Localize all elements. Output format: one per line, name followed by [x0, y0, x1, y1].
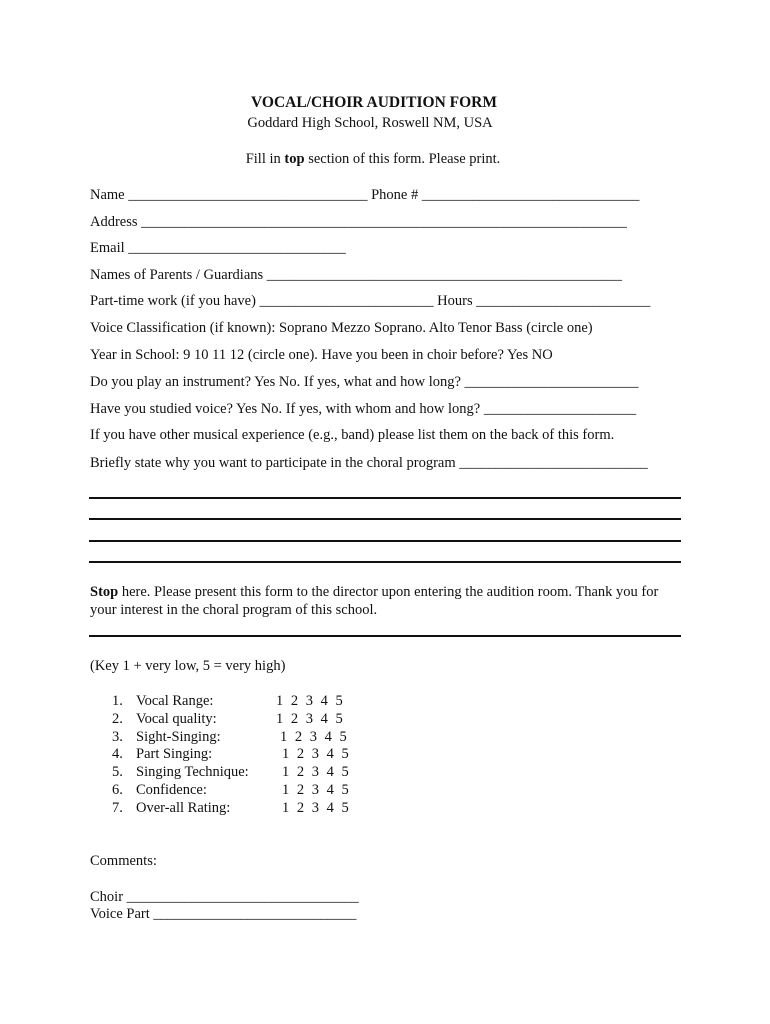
rating-scale[interactable]: 1 2 3 4 5	[276, 710, 343, 727]
instructions-suffix: section of this form. Please print.	[304, 151, 501, 167]
instrument-field[interactable]: Do you play an instrument? Yes No. If yes, what and how long? ________________________	[90, 374, 639, 390]
rating-item	[112, 693, 349, 711]
rating-label: Sight-Singing:	[136, 728, 221, 745]
rating-item	[112, 711, 349, 729]
studied-voice-field[interactable]: Have you studied voice? Yes No. If yes, with whom and how long? _____________________	[90, 401, 637, 417]
rating-item	[112, 764, 349, 782]
musical-experience-text: If you have other musical experience (e.g., band) please list them on the back of this form.	[90, 427, 615, 443]
rating-scale[interactable]: 1 2 3 4 5	[280, 728, 347, 745]
rating-item	[112, 800, 349, 818]
parents-field[interactable]: Names of Parents / Guardians _________________________________________________	[90, 267, 623, 283]
answer-line-3[interactable]	[89, 540, 681, 542]
rating-label: Part Singing:	[136, 746, 213, 763]
rating-scale[interactable]: 1 2 3 4 5	[282, 764, 349, 781]
rating-number: 5.	[112, 764, 123, 781]
email-field[interactable]: Email ______________________________	[90, 240, 346, 256]
choir-field[interactable]: Choir ________________________________	[90, 889, 359, 905]
rating-number: 2.	[112, 710, 123, 727]
rating-list	[112, 693, 349, 818]
voice-part-field[interactable]: Voice Part ____________________________	[90, 906, 357, 922]
name-phone-field[interactable]: Name _________________________________ Phone # ______________________________	[90, 187, 640, 203]
comments-label: Comments:	[90, 853, 157, 869]
rating-item	[112, 746, 349, 764]
fill-instructions	[0, 151, 746, 168]
stop-note	[90, 583, 680, 619]
rating-number: 3.	[112, 728, 123, 745]
rating-scale[interactable]: 1 2 3 4 5	[282, 746, 349, 763]
rating-scale[interactable]: 1 2 3 4 5	[282, 781, 349, 798]
rating-number: 6.	[112, 781, 123, 798]
instructions-prefix: Fill in	[245, 151, 285, 167]
year-in-school-field[interactable]: Year in School: 9 10 11 12 (circle one). Have you been in choir before? Yes NO	[90, 347, 553, 363]
rating-label: Confidence:	[136, 781, 207, 798]
why-participate-field[interactable]: Briefly state why you want to participate in the choral program __________________________	[90, 455, 648, 471]
rating-number: 1.	[112, 693, 123, 709]
form-title: VOCAL/CHOIR AUDITION FORM	[251, 94, 497, 111]
rating-number: 4.	[112, 746, 123, 763]
rating-label: Singing Technique:	[136, 764, 249, 781]
answer-line-2[interactable]	[89, 518, 681, 520]
rating-scale[interactable]: 1 2 3 4 5	[276, 693, 343, 709]
rating-item	[112, 782, 349, 800]
rating-label: Over-all Rating:	[136, 799, 231, 816]
school-name: Goddard High School, Roswell NM, USA	[247, 115, 493, 131]
part-time-work-field[interactable]: Part-time work (if you have) ________________________ Hours ________________________	[90, 293, 651, 309]
rating-item	[112, 729, 349, 747]
rating-label: Vocal Range:	[136, 693, 214, 709]
voice-classification-field[interactable]: Voice Classification (if known): Soprano Mezzo Soprano. Alto Tenor Bass (circle one)	[90, 320, 593, 336]
rating-number: 7.	[112, 799, 123, 816]
section-divider	[89, 635, 681, 637]
rating-label: Vocal quality:	[136, 710, 217, 727]
address-field[interactable]: Address ___________________________________________________________________	[90, 214, 627, 230]
answer-line-4[interactable]	[89, 561, 681, 563]
rating-scale[interactable]: 1 2 3 4 5	[282, 799, 349, 816]
stop-emphasis: Stop	[90, 584, 119, 600]
stop-note-text: here. Please present this form to the director upon entering the audition room. Thank you for your interest in the choral program of this school.	[90, 584, 659, 618]
rating-key: (Key 1 + very low, 5 = very high)	[90, 658, 286, 674]
instructions-emphasis: top	[284, 151, 305, 167]
answer-line-1[interactable]	[89, 497, 681, 499]
